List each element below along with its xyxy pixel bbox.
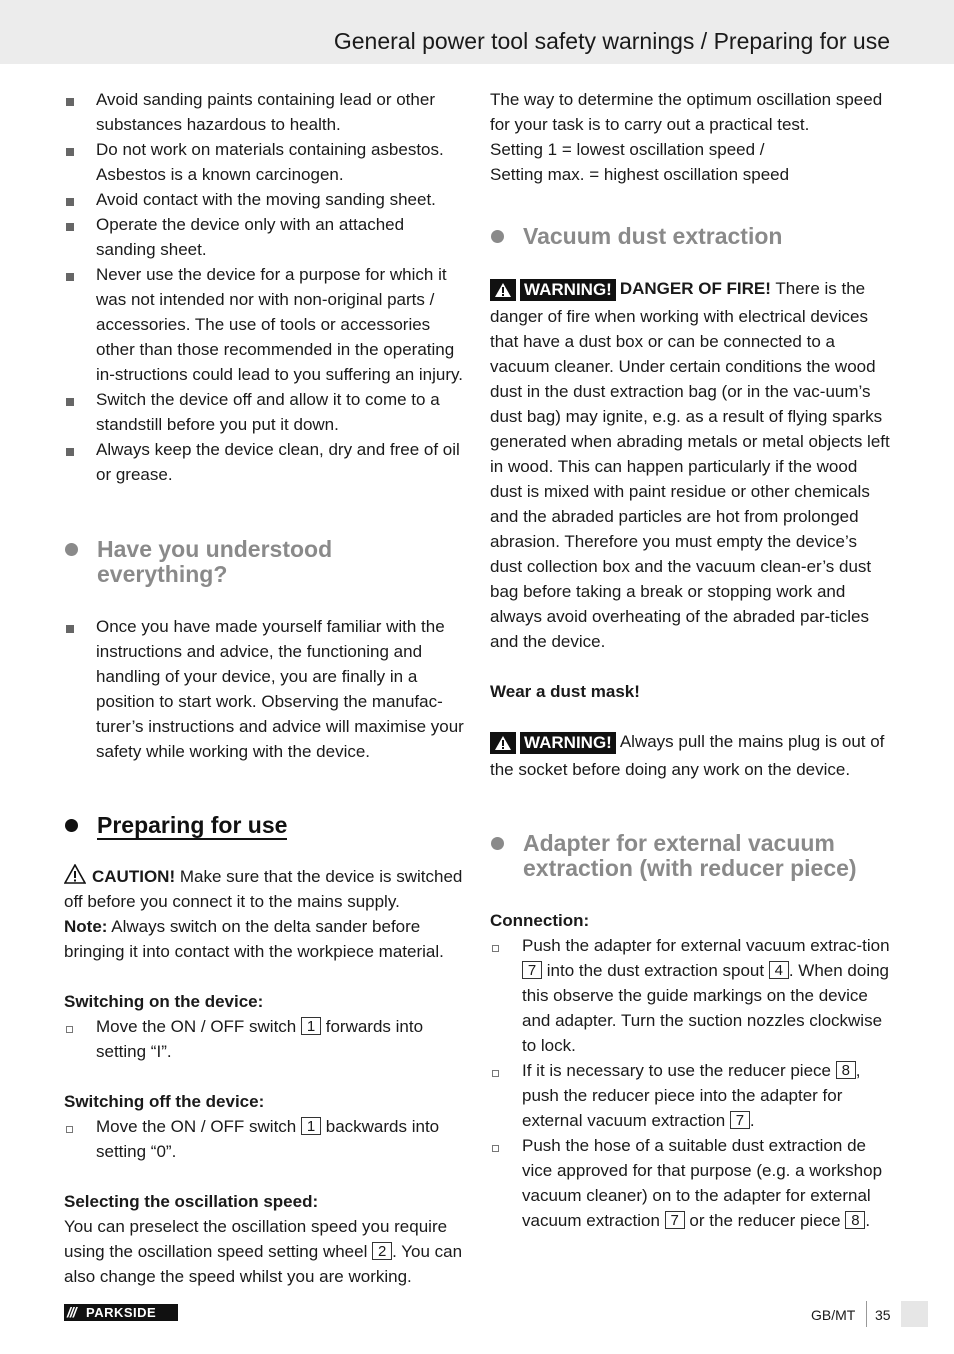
- ref-number: 7: [665, 1211, 685, 1229]
- understood-heading: Have you understood everything?: [64, 537, 464, 587]
- parkside-logo: [64, 1304, 178, 1321]
- list-item: Never use the device for a purpose for which it was not intended nor with non-original parts / accessories. The use of tools or accessories other than those recommended in the operating in-structions could lead to you suffering an injury.: [64, 262, 464, 387]
- logo-slashes: ///: [67, 1304, 76, 1320]
- list-item: Switch the device off and allow it to come to a standstill before you put it down.: [64, 387, 464, 437]
- caution-text: Make sure that the device is switched off before you connect it to the mains supply.: [64, 867, 463, 911]
- ref-number: 7: [522, 961, 542, 979]
- warning-triangle-icon: [490, 279, 516, 301]
- setting-max: Setting max. = highest oscillation speed: [490, 165, 790, 184]
- plug-warning-text: Always pull the mains plug is out of the socket before doing any work on the device.: [490, 732, 885, 779]
- plug-warning: [490, 729, 890, 782]
- ref-number: 8: [836, 1061, 856, 1079]
- warning-label: WARNING!: [520, 732, 616, 754]
- preparing-heading-text: Preparing for use: [97, 812, 288, 838]
- warning-triangle-icon: [490, 732, 516, 754]
- step-text: Push the hose of a suitable dust extraction de vice approved for that purpose (e.g. a workshop vacuum cleaner) on to the adapter for external vacuum extraction: [522, 1136, 883, 1230]
- step-text: .: [865, 1211, 871, 1230]
- ref-number: 2: [372, 1242, 392, 1260]
- step-text: .: [749, 1111, 755, 1130]
- switch-off-heading: Switching off the device:: [64, 1092, 265, 1111]
- switch-off-text: Move the ON / OFF switch: [96, 1117, 297, 1136]
- switch-on-text: Move the ON / OFF switch: [96, 1017, 297, 1036]
- adapter-heading: Adapter for external vacuum extraction (with reducer piece): [490, 831, 890, 881]
- understood-text: Once you have made yourself familiar with the instructions and advice, the functioning and handling of your device, you are finally in a position to start work. Observing the manufac-turer’s instructions and advice will maximise your safety while working with the device.: [64, 614, 464, 764]
- preparing-heading: [64, 813, 464, 838]
- logo-brand: PARKSIDE: [86, 1305, 157, 1320]
- fire-label: DANGER OF FIRE!: [619, 279, 771, 298]
- ref-number: 1: [301, 1017, 321, 1035]
- language-code: GB/MT: [811, 1307, 856, 1323]
- page-tab-marker: [901, 1301, 928, 1327]
- page-title: General power tool safety warnings / Preparing for use: [333, 28, 890, 54]
- step-text: . When doing this observe the guide markings on the device and adapter. Turn the suction nozzles clockwise to lock.: [522, 961, 890, 1055]
- switch-on-step: [64, 1014, 464, 1064]
- list-item: Do not work on materials containing asbestos. Asbestos is a known carcinogen.: [64, 137, 464, 187]
- switch-on-heading: Switching on the device:: [64, 992, 264, 1011]
- fire-text: There is the danger of fire when working with electrical devices that have a dust box or can be connected to a vacuum cleaner. Under certain conditions the wood dust in the dust extraction bag (or in the vac-uum’s dust bag) may ignite, e.g. as a result of flying sparks generated when abrading metals or metal objects left in wood. This can happen particularly if the wood dust is mixed with paint residue or other chemicals and the abraded particles are hot from prolonged abrasion. Therefore you must empty the device’s dust collection box and the vacuum clean-er’s dust bag before taking a break or stopping work and always avoid overheating of the abraded par-ticles and the device.: [490, 279, 890, 651]
- step-text: into the dust extraction spout: [546, 961, 765, 980]
- note-label: Note:: [64, 917, 108, 936]
- ref-number: 4: [769, 961, 789, 979]
- oscillation-test-text: The way to determine the optimum oscillation speed for your task is to carry out a practical test.: [490, 90, 883, 134]
- step-text: Push the adapter for external vacuum extrac-tion: [522, 936, 890, 955]
- switch-off-step: [64, 1114, 464, 1164]
- warning-badge: [490, 732, 616, 757]
- warning-badge: [490, 279, 616, 304]
- connection-heading: Connection:: [490, 911, 590, 930]
- fire-warning: [490, 276, 890, 654]
- note-paragraph: [64, 914, 464, 964]
- dust-mask-note: Wear a dust mask!: [490, 682, 640, 701]
- list-item: Operate the device only with an attached sanding sheet.: [64, 212, 464, 262]
- step-text: If it is necessary to use the reducer piece: [522, 1061, 831, 1080]
- caution-label: CAUTION!: [92, 867, 176, 886]
- connection-step: [490, 1133, 890, 1233]
- page-number: 35: [875, 1307, 891, 1323]
- list-item: Avoid contact with the moving sanding sheet.: [64, 187, 464, 212]
- connection-step: [490, 1058, 890, 1133]
- oscillation-text-b: . You can also change the speed whilst you are working.: [64, 1242, 463, 1286]
- ref-number: 1: [301, 1117, 321, 1135]
- oscillation-heading: Selecting the oscillation speed:: [64, 1192, 319, 1211]
- ref-number: 8: [845, 1211, 865, 1229]
- oscillation-text-a: You can preselect the oscillation speed you require using the oscillation speed setting wheel: [64, 1217, 448, 1261]
- vacuum-heading: Vacuum dust extraction: [490, 224, 890, 249]
- left-column: [64, 87, 464, 1289]
- step-text: , push the reducer piece into the adapter for external vacuum extraction: [522, 1061, 861, 1130]
- switch-off-text-b: backwards into setting “0”.: [96, 1117, 440, 1161]
- warning-label: WARNING!: [520, 279, 616, 301]
- caution-icon: [64, 864, 86, 884]
- footer-divider: [866, 1301, 867, 1327]
- page-header: [0, 0, 954, 64]
- right-column: [490, 87, 890, 1233]
- connection-step: [490, 933, 890, 1058]
- list-item: Avoid sanding paints containing lead or other substances hazardous to health.: [64, 87, 464, 137]
- setting-low: Setting 1 = lowest oscillation speed /: [490, 140, 765, 159]
- ref-number: 7: [730, 1111, 750, 1129]
- list-item: Always keep the device clean, dry and free of oil or grease.: [64, 437, 464, 487]
- oscillation-text: [64, 1214, 464, 1289]
- note-text: Always switch on the delta sander before bringing it into contact with the workpiece material.: [64, 917, 444, 961]
- step-text: or the reducer piece: [689, 1211, 841, 1230]
- caution-paragraph: [64, 864, 464, 914]
- switch-on-text-b: forwards into setting “I”.: [96, 1017, 424, 1061]
